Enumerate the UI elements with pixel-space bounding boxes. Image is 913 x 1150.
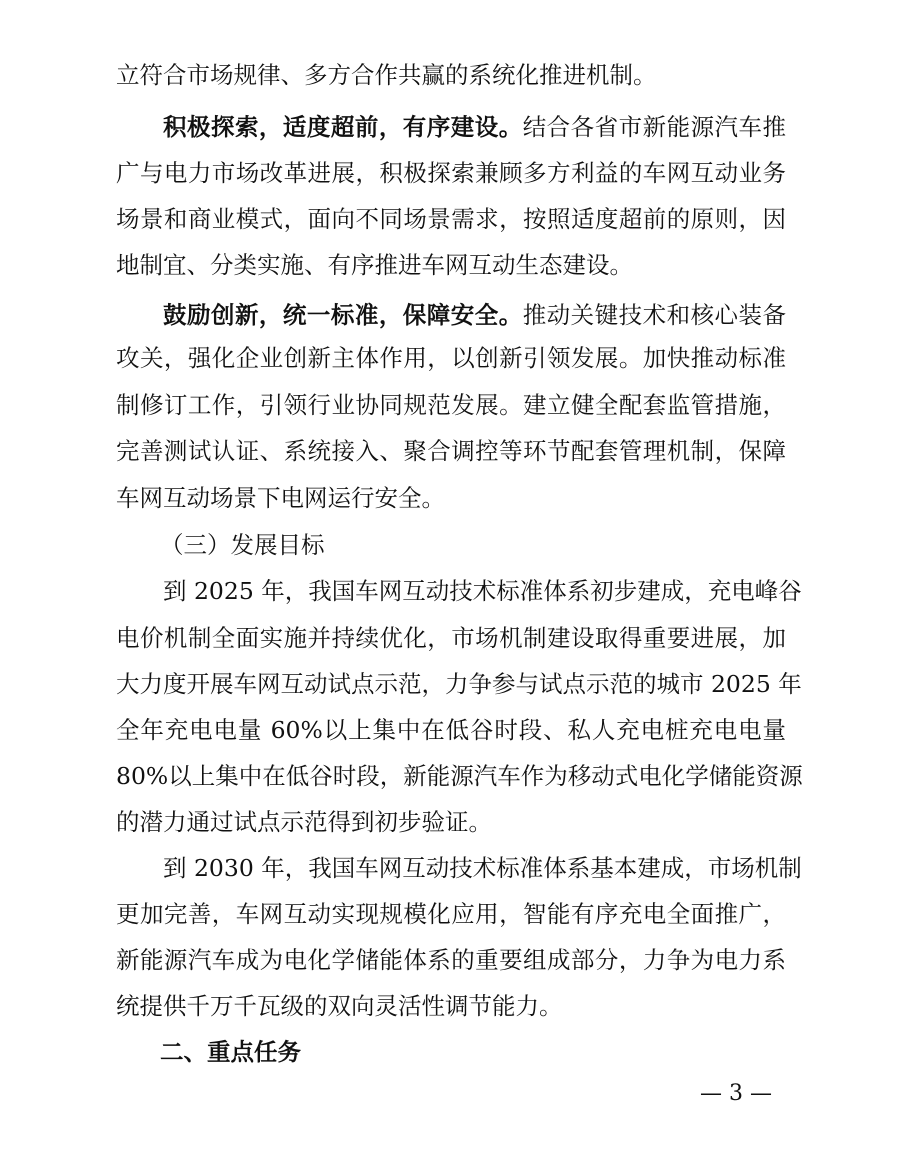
line-text: 结合各省市新能源汽车推 [522, 113, 787, 141]
page-number: — 3 — [700, 1081, 772, 1106]
text-line: 场景和商业模式，面向不同场景需求，按照适度超前的原则，因 [116, 205, 786, 233]
text-line: 80%以上集中在低谷时段，新能源汽车作为移动式电化学储能资源 [116, 762, 803, 790]
chapter-heading: 二、重点任务 [160, 1038, 301, 1066]
text-line: 地制宜、分类实施、有序推进车网互动生态建设。 [116, 251, 633, 279]
text-line: 大力度开展车网互动试点示范，力争参与试点示范的城市 2025 年 [116, 670, 802, 698]
text-line [163, 112, 786, 142]
text-line: 车网互动场景下电网运行安全。 [116, 484, 445, 512]
text-line: 电价机制全面实施并持续优化，市场机制建设取得重要进展，加 [116, 624, 786, 652]
text-line: 更加完善，车网互动实现规模化应用，智能有序充电全面推广， [116, 900, 786, 928]
text-line: 到 2025 年，我国车网互动技术标准体系初步建成，充电峰谷 [163, 577, 802, 605]
text-line: 到 2030 年，我国车网互动技术标准体系基本建成，市场机制 [163, 854, 802, 882]
section-heading: （三）发展目标 [160, 531, 325, 559]
text-line: 全年充电电量 60%以上集中在低谷时段、私人充电桩充电电量 [116, 716, 786, 744]
text-line: 新能源汽车成为电化学储能体系的重要组成部分，力争为电力系 [116, 946, 786, 974]
text-line [163, 300, 786, 330]
text-line: 统提供千万千瓦级的双向灵活性调节能力。 [116, 992, 563, 1020]
bold-lead: 积极探索，适度超前，有序建设。 [163, 113, 523, 141]
line-text: 推动关键技术和核心装备 [522, 301, 787, 329]
text-line: 立符合市场规律、多方合作共赢的系统化推进机制。 [116, 61, 657, 89]
text-line: 的潜力通过试点示范得到初步验证。 [116, 808, 492, 836]
bold-lead: 鼓励创新，统一标准，保障安全。 [163, 301, 523, 329]
text-line: 制修订工作，引领行业协同规范发展。建立健全配套监管措施， [116, 391, 786, 419]
text-line: 攻关，强化企业创新主体作用，以创新引领发展。加快推动标准 [116, 344, 786, 372]
text-line: 完善测试认证、系统接入、聚合调控等环节配套管理机制，保障 [116, 437, 786, 465]
text-line: 广与电力市场改革进展，积极探索兼顾多方利益的车网互动业务 [116, 159, 786, 187]
